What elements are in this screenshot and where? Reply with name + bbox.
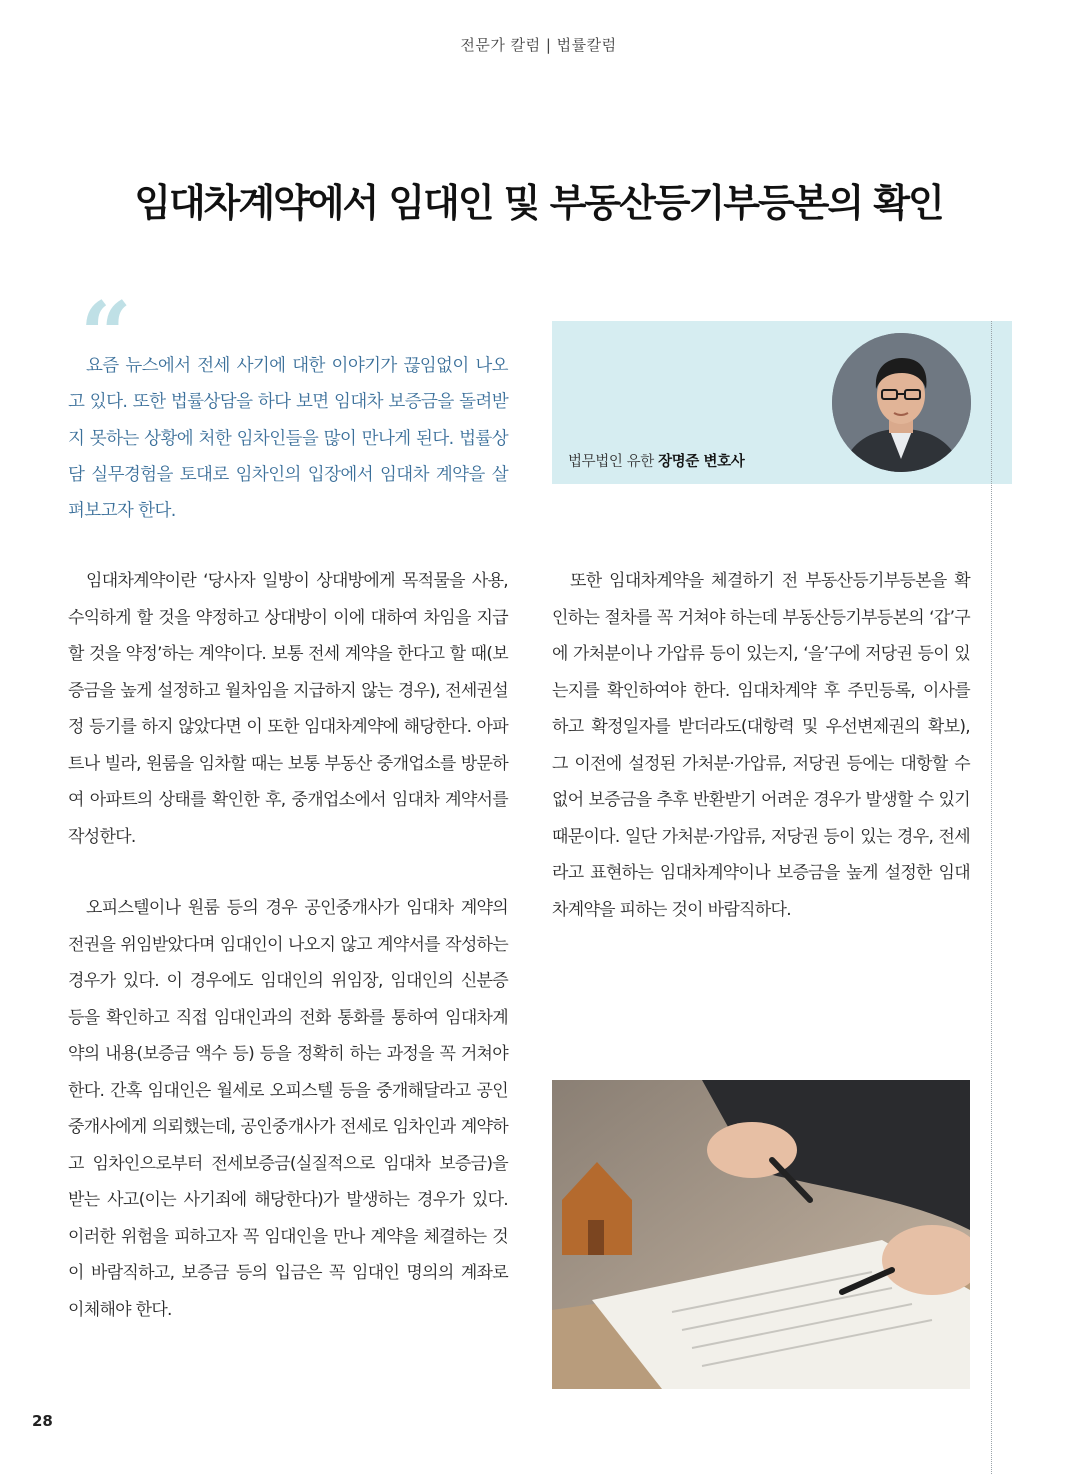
author-firm: 법무법인 유한	[568, 454, 654, 470]
lead-paragraph: 요즘 뉴스에서 전세 사기에 대한 이야기가 끊임없이 나오고 있다. 또한 법률상담을 하다 보면 임대차 보증금을 돌려받지 못하는 상황에 처한 임차인들을 많이 만나게 된다. 법률상담 실무경험을 토대로 임차인의 입장에서 임대차 계약을 살펴보고자 한다.	[68, 356, 508, 522]
section-label: 전문가 칼럼 | 법률칼럼	[460, 36, 617, 54]
body-paragraph-1: 임대차계약이란 ‘당사자 일방이 상대방에게 목적물을 사용, 수익하게 할 것을 약정하고 상대방이 이에 대하여 차임을 지급할 것을 약정’하는 계약이다. 보통 전세 계약을 한다고 할 때(보증금을 높게 설정하고 월차임을 지급하지 않는 경우), 전세권설정 등기를 하지 않았다면 이 또한 임대차계약에 해당한다. 아파트나 빌라, 원룸을 임차할 때는 보통 부동산 중개업소를 방문하여 아파트의 상태를 확인한 후, 중개업소에서 임대차 계약서를 작성한다.	[68, 571, 508, 847]
author-name: 장명준 변호사	[658, 454, 745, 470]
author-caption	[568, 450, 744, 471]
author-profile	[552, 321, 1012, 484]
contract-signing-photo	[552, 1080, 970, 1389]
portrait-icon	[832, 333, 971, 472]
body-paragraph-3: 또한 임대차계약을 체결하기 전 부동산등기부등본을 확인하는 절차를 꼭 거쳐야 하는데 부동산등기부등본의 ‘갑’구에 가처분이나 가압류 등이 있는지, ‘을’구에 저당권 등이 있는지를 확인하여야 한다. 임대차계약 후 주민등록, 이사를 하고 확정일자를 받더라도(대항력 및 우선변제권의 확보), 그 이전에 설정된 가처분·가압류, 저당권 등에는 대항할 수 없어 보증금을 추후 반환받기 어려운 경우가 발생할 수 있기 때문이다. 일단 가처분·가압류, 저당권 등이 있는 경우, 전세라고 표현하는 임대차계약이나 보증금을 높게 설정한 임대차계약을 피하는 것이 바람직하다.	[552, 571, 970, 920]
author-portrait	[832, 333, 971, 472]
column-divider	[991, 321, 992, 1474]
quote-mark-icon: “	[80, 282, 132, 388]
body-paragraph-2: 오피스텔이나 원룸 등의 경우 공인중개사가 임대차 계약의 전권을 위임받았다며 임대인이 나오지 않고 계약서를 작성하는 경우가 있다. 이 경우에도 임대인의 위임장, 임대인의 신분증 등을 확인하고 직접 임대인과의 전화 통화를 통하여 임대차계약의 내용(보증금 액수 등) 등을 정확히 하는 과정을 꼭 거쳐야 한다. 간혹 임대인은 월세로 오피스텔 등을 중개해달라고 공인중개사에게 의뢰했는데, 공인중개사가 전세로 임차인과 계약하고 임차인으로부터 전세보증금(실질적으로 임대차 보증금)을 받는 사고(이는 사기죄에 해당한다)가 발생하는 경우가 있다. 이러한 위험을 피하고자 꼭 임대인을 만나 계약을 체결하는 것이 바람직하고, 보증금 등의 입금은 꼭 임대인 명의의 계좌로 이체해야 한다.	[68, 898, 508, 1320]
article-title: 임대차계약에서 임대인 및 부동산등기부등본의 확인	[134, 181, 943, 225]
contract-illustration-icon	[552, 1080, 970, 1389]
page-number: 28	[32, 1412, 53, 1430]
